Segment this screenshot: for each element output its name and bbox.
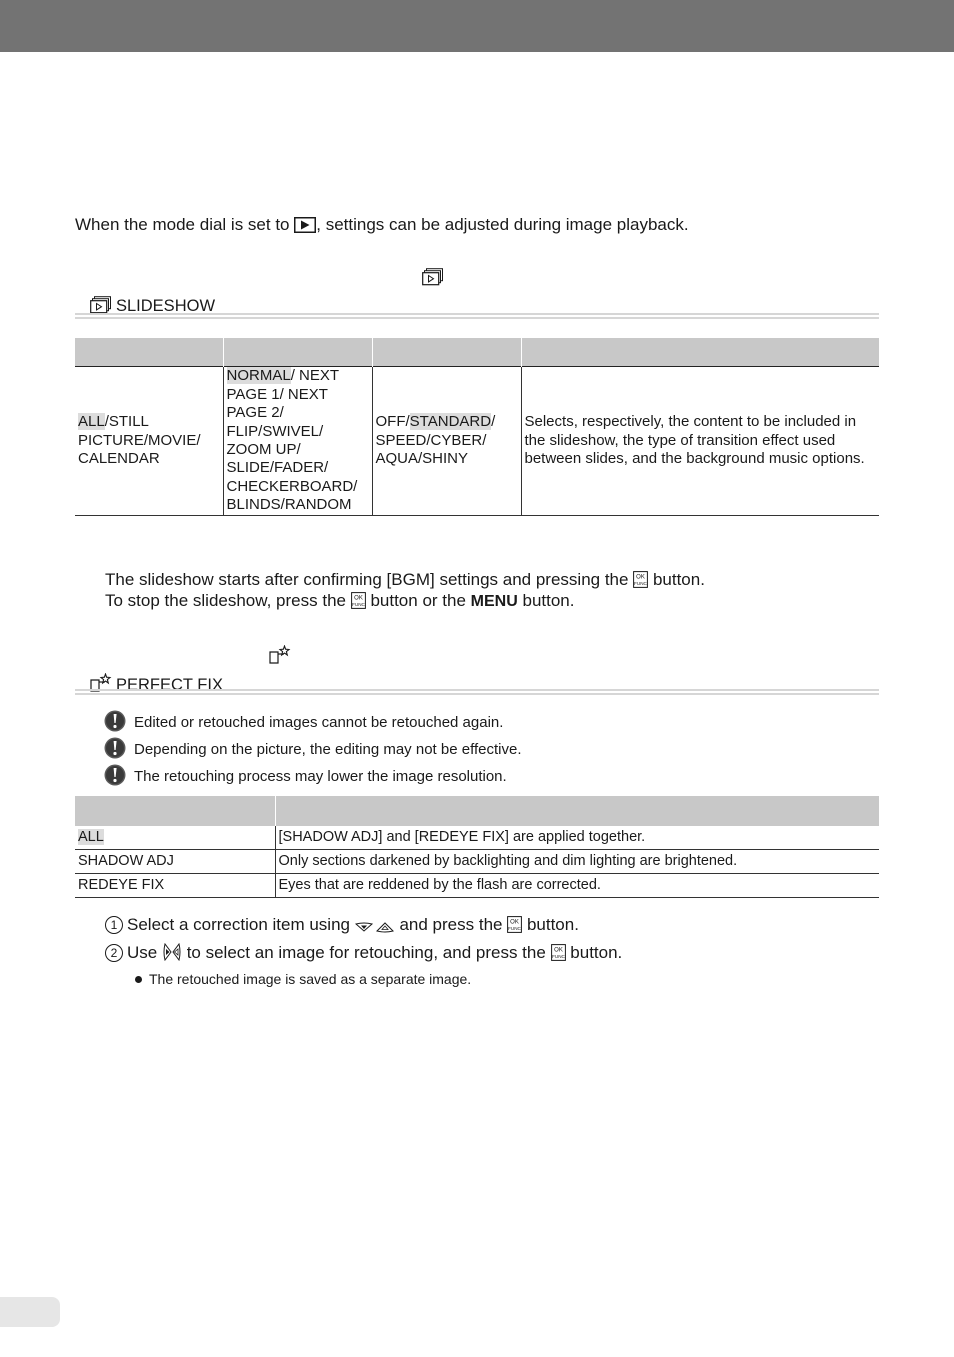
step-2: 2 Use to select an image for retouching, and press the OK FUNC button.: [105, 943, 622, 963]
svg-text:OK: OK: [636, 574, 646, 581]
top-banner: [0, 0, 954, 52]
table-row: [75, 850, 879, 874]
description-cell: [SHADOW ADJ] and [REDEYE FIX] are applied together.: [275, 826, 879, 850]
table-row: [75, 874, 879, 898]
bullet-icon: [135, 976, 142, 983]
item-cell: REDEYE FIX: [75, 874, 275, 898]
table-header-row: [75, 338, 879, 367]
step-number: 1: [105, 916, 123, 934]
slideshow-start-note: The slideshow starts after confirming [BGM] settings and pressing the OK FUNC button.: [105, 570, 705, 589]
table-row: [75, 826, 879, 850]
caution-icon: [104, 710, 126, 732]
caution-note: Depending on the picture, the editing may not be effective.: [104, 737, 521, 759]
description-cell: Selects, respectively, the content to be included in the slideshow, the type of transition effect used between slides, and the background music options.: [521, 367, 879, 516]
bgm-options-cell: OFF/STANDARD/ SPEED/CYBER/ AQUA/SHINY: [372, 367, 521, 516]
section-divider: [75, 313, 879, 319]
ok-func-button-icon: [633, 571, 648, 588]
svg-text:FUNC: FUNC: [351, 602, 365, 607]
table-header-cell: [223, 338, 372, 367]
table-header-row: [75, 796, 879, 826]
caution-note: Edited or retouched images cannot be retouched again.: [104, 710, 503, 732]
svg-text:OK: OK: [510, 919, 520, 926]
svg-text:OK: OK: [553, 947, 563, 954]
svg-text:FUNC: FUNC: [634, 581, 648, 586]
perfect-fix-icon: [269, 645, 291, 670]
slideshow-icon: [422, 268, 444, 291]
slideshow-icon: [90, 296, 112, 314]
menu-button-label: MENU: [470, 593, 518, 610]
page-number-tab: [0, 1297, 60, 1327]
perfect-fix-table: [75, 796, 879, 898]
playback-mode-icon: [294, 217, 316, 233]
description-cell: Only sections darkened by backlighting and dim lighting are brightened.: [275, 850, 879, 874]
caution-icon: [104, 737, 126, 759]
item-cell: ALL: [75, 826, 275, 850]
ok-func-button-icon: [507, 916, 522, 933]
slideshow-options-table: [75, 338, 879, 516]
svg-text:FUNC: FUNC: [551, 954, 565, 959]
effect-options-cell: NORMAL/ NEXT PAGE 1/ NEXT PAGE 2/ FLIP/SWIVEL/ ZOOM UP/ SLIDE/FADER/ CHECKERBOARD/ BLINDS/RANDOM: [223, 367, 372, 516]
table-header-cell: [75, 338, 223, 367]
step-number: 2: [105, 944, 123, 962]
caution-icon: [104, 764, 126, 786]
step-1: 1 Select a correction item using and press the OK FUNC button.: [105, 915, 579, 935]
table-row: [75, 367, 879, 516]
table-header-cell: [275, 796, 879, 826]
slideshow-heading: SLIDESHOW: [90, 296, 215, 316]
caution-note: The retouching process may lower the image resolution.: [104, 764, 507, 786]
left-right-arrow-keys-icon: [162, 943, 182, 961]
description-cell: Eyes that are reddened by the flash are corrected.: [275, 874, 879, 898]
intro-text: When the mode dial is set to , settings can be adjusted during image playback.: [75, 215, 689, 234]
table-header-cell: [372, 338, 521, 367]
ok-func-button-icon: [351, 592, 366, 609]
up-down-arrow-keys-icon: [355, 921, 395, 933]
svg-text:FUNC: FUNC: [508, 926, 522, 931]
slideshow-stop-note: To stop the slideshow, press the OK FUNC button or the MENU button.: [105, 591, 575, 610]
section-divider: [75, 689, 879, 695]
item-cell: SHADOW ADJ: [75, 850, 275, 874]
table-header-cell: [75, 796, 275, 826]
bullet-note: The retouched image is saved as a separate image.: [135, 971, 471, 987]
content-options-cell: ALL/STILL PICTURE/MOVIE/ CALENDAR: [75, 367, 223, 516]
perfect-fix-heading: PERFECT FIX: [90, 673, 223, 695]
ok-func-button-icon: [551, 944, 566, 961]
svg-text:OK: OK: [353, 595, 363, 602]
table-header-cell: [521, 338, 879, 367]
